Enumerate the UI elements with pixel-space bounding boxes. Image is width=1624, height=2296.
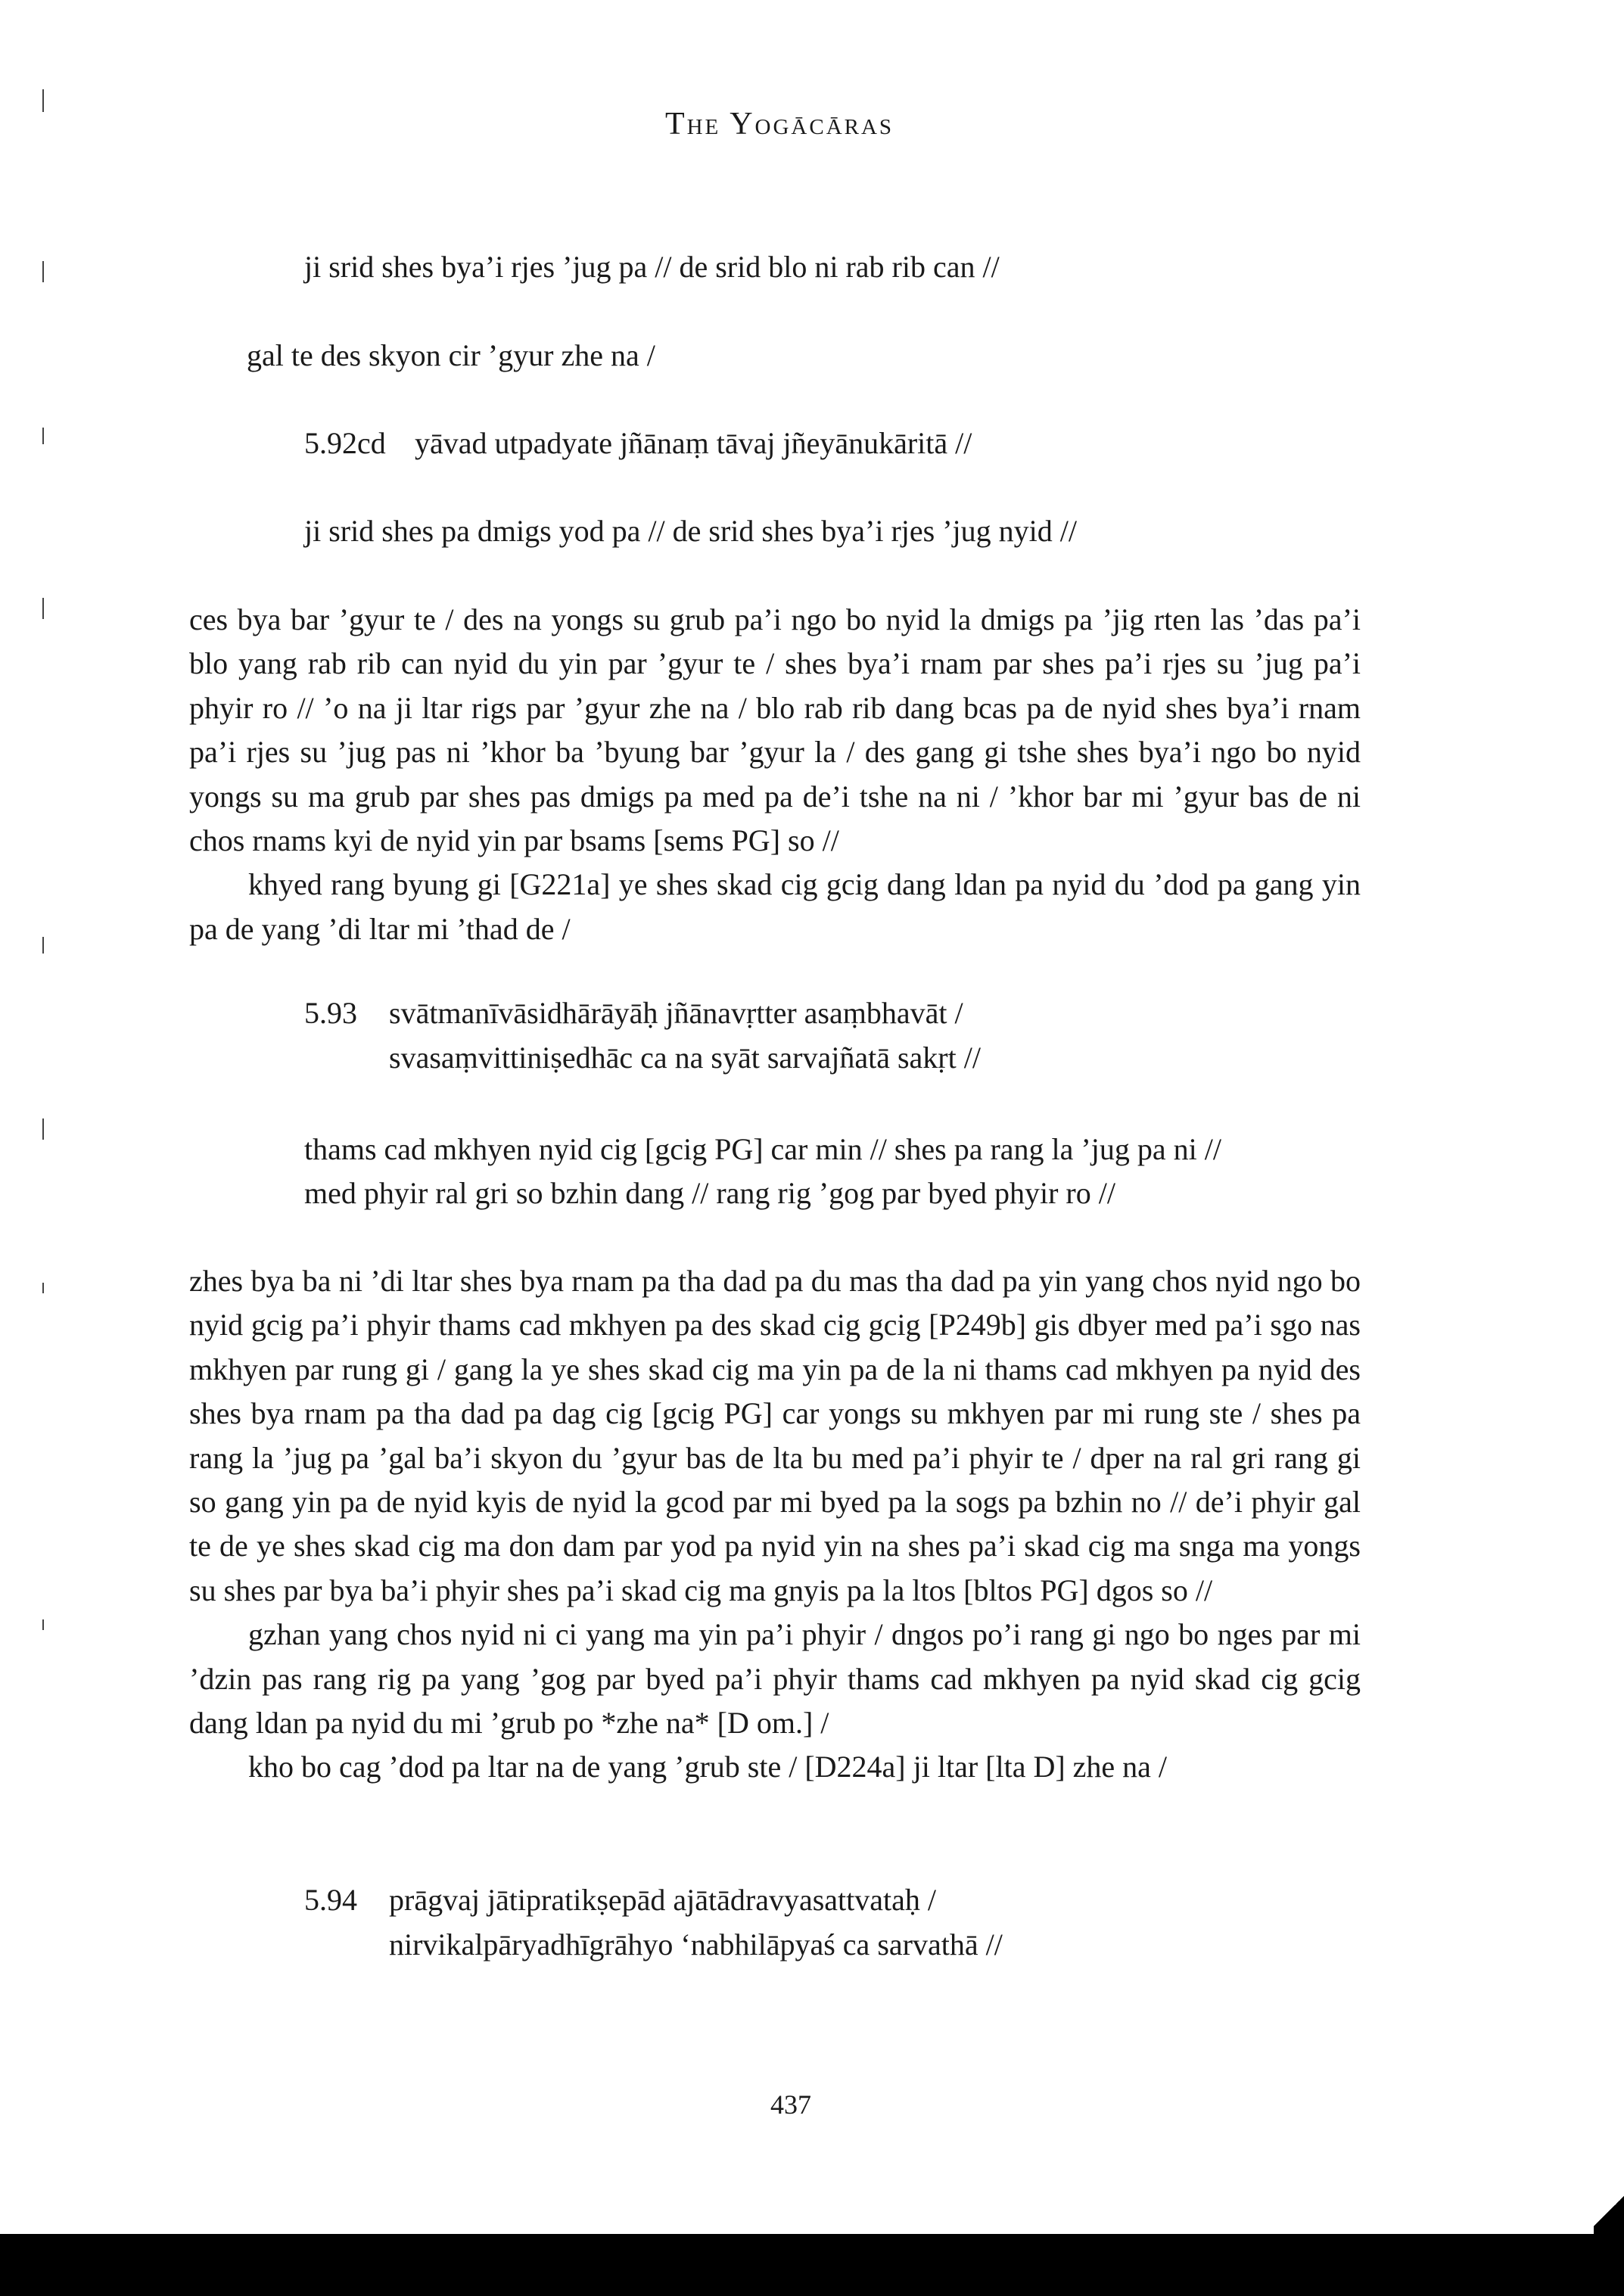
sanskrit-verse-line: svasaṃvittiniṣedhāc ca na syāt sarvajñatā sakṛt // (389, 1041, 981, 1075)
sanskrit-verse-line: nirvikalpāryadhīgrāhyo ‘nabhilāpyaś ca sarvathā // (389, 1927, 1003, 1962)
margin-mark (42, 937, 44, 954)
running-header: The Yogācāras (664, 107, 894, 142)
verse-number: 5.94 (304, 1883, 357, 1917)
tibetan-verse-line: med phyir ral gri so bzhin dang // rang rig ’gog par byed phyir ro // (304, 1176, 1115, 1210)
tibetan-verse-line: ji srid shes pa dmigs yod pa // de srid shes bya’i rjes ’jug nyid // (304, 514, 1077, 548)
page-number: 437 (770, 2089, 811, 2120)
sanskrit-verse-line: prāgvaj jātipratikṣepād ajātādravyasattvataḥ / (389, 1883, 937, 1917)
commentary-paragraph: zhes bya ba ni ’di ltar shes bya rnam pa tha dad pa du mas tha dad pa yin yang chos nyid ngo bo nyid gcig pa’i phyir thams cad mkhyen pa des skad cig gcig [P249b] gis dbyer med pa’i sgo nas mkhyen par rung gi / gang la ye shes skad cig ma yin pa de la ni thams cad mkhyen pa nyid des shes bya rnam pa tha dad pa dag cig [gcig PG] car yongs su mkhyen par mi rung ste / shes pa rang la ’jug pa ’gal ba’i skyon du ’gyur bas de lta bu med pa’i phyir te / dper na ral gri rang gi so gang yin pa de nyid kyis de nyid la gcod par mi byed pa la sogs pa bzhin no // de’i phyir gal te de ye shes skad cig ma don dam par yod pa nyid yin na shes pa’i skad cig ma snga ma yongs su shes par bya ba’i phyir shes pa’i skad cig ma gnyis pa la ltos [bltos PG] dgos so // (189, 1264, 1361, 1607)
tibetan-verse-line: ji srid shes bya’i rjes ’jug pa // de srid blo ni rab rib can // (304, 250, 1000, 284)
scan-bottom-edge (0, 2234, 1624, 2296)
sanskrit-verse-line: svātmanīvāsidhārāyāḥ jñānavṛtter asaṃbhavāt / (389, 996, 963, 1030)
margin-mark (42, 428, 44, 444)
margin-mark (42, 1118, 44, 1140)
page-corner-shadow (1594, 2189, 1624, 2234)
margin-mark (42, 1283, 44, 1293)
commentary-paragraph: kho bo cag ’dod pa ltar na de yang ’grub ste / [D224a] ji ltar [lta D] zhe na / (248, 1750, 1168, 1784)
commentary-paragraph: gzhan yang chos nyid ni ci yang ma yin pa’i phyir / dngos po’i rang gi ngo bo nges par mi ’dzin pas rang rig pa yang ’gog par byed pa’i phyir thams cad mkhyen pa nyid skad cig gcig dang ldan pa nyid du mi ’grub po *zhe na* [D om.] / (189, 1617, 1361, 1741)
margin-mark (42, 261, 44, 282)
commentary-paragraph: ces bya bar ’gyur te / des na yongs su grub pa’i ngo bo nyid la dmigs pa ’jig rten las ’das pa’i blo yang rab rib can nyid du yin par ’gyur te / shes bya’i rnam par shes pa’i rjes su ’jug pa’i phyir ro // ’o na ji ltar rigs par ’gyur zhe na / blo rab rib dang bcas pa de nyid shes bya’i rnam pa’i rjes su ’jug pas ni ’khor ba ’byung bar ’gyur la / des gang gi tshe shes bya’i ngo bo nyid yongs su ma grub par shes pas dmigs pa med pa de’i tshe na ni / ’khor bar mi ’gyur bas de ni chos rnams kyi de nyid yin par bsams [sems PG] so // (189, 602, 1361, 858)
commentary-block-1 (189, 598, 1361, 951)
tibetan-verse-line: thams cad mkhyen nyid cig [gcig PG] car min // shes pa rang la ’jug pa ni // (304, 1132, 1221, 1166)
commentary-paragraph: khyed rang byung gi [G221a] ye shes skad cig gcig dang ldan pa nyid du ’dod pa gang yin pa de yang ’di ltar mi ’thad de / (189, 867, 1361, 946)
commentary-block-2 (189, 1259, 1361, 1790)
margin-mark (42, 1619, 44, 1630)
verse-number: 5.93 (304, 996, 357, 1030)
tibetan-question-line: gal te des skyon cir ’gyur zhe na / (247, 338, 655, 372)
sanskrit-verse-line: yāvad utpadyate jñānaṃ tāvaj jñeyānukāritā // (415, 426, 972, 460)
margin-mark (42, 598, 44, 619)
verse-number: 5.92cd (304, 426, 386, 460)
